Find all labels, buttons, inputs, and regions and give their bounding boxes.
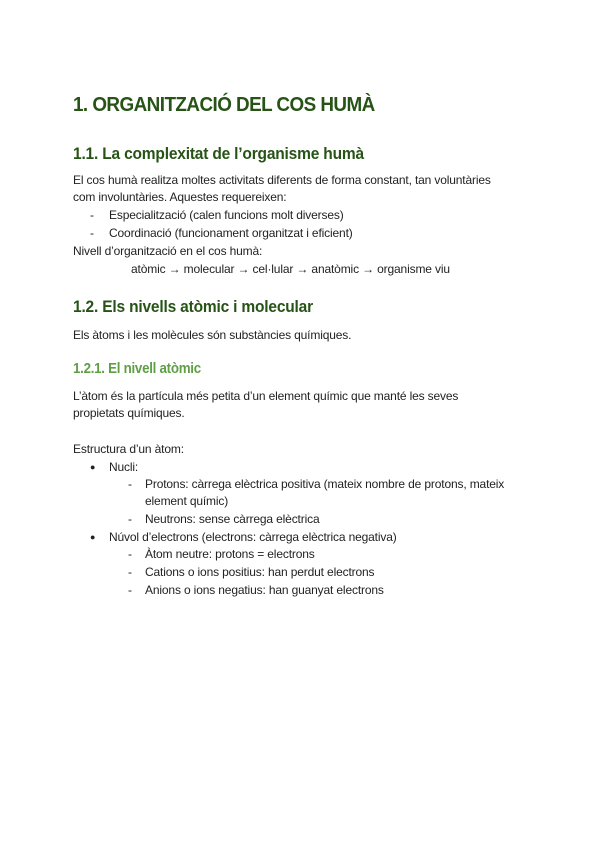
organization-levels-chain: atòmic → molecular → cel·lular → anatòmic → organisme viu	[131, 262, 450, 276]
list-item: Cations o ions positius: han perdut electrons	[145, 565, 375, 579]
list-item: Neutrons: sense càrrega elèctrica	[145, 512, 320, 526]
paragraph-line: Nivell d’organització en el cos humà:	[73, 244, 263, 258]
list-dash: -	[128, 583, 132, 597]
list-bullet: ●	[90, 462, 96, 472]
paragraph-line: propietats químiques.	[73, 406, 185, 420]
list-item: Especialització (calen funcions molt diverses)	[109, 208, 344, 222]
section-heading-1-1: 1.1. La complexitat de l’organisme humà	[73, 145, 364, 163]
list-dash: -	[128, 565, 132, 579]
list-item-continuation: element químic)	[145, 494, 229, 508]
page-title: 1. ORGANITZACIÓ DEL COS HUMÀ	[73, 93, 375, 116]
list-dash: -	[128, 547, 132, 561]
paragraph-line: Els àtoms i les molècules són substàncies químiques.	[73, 328, 352, 342]
list-dash: -	[128, 512, 132, 526]
list-item: Coordinació (funcionament organitzat i eficient)	[109, 226, 353, 240]
list-dash: -	[90, 226, 94, 240]
paragraph-line: L’àtom és la partícula més petita d’un element químic que manté les seves	[73, 389, 459, 403]
paragraph-line: El cos humà realitza moltes activitats diferents de forma constant, tan voluntàries	[73, 173, 491, 187]
paragraph-line: com involuntàries. Aquestes requereixen:	[73, 190, 287, 204]
paragraph-line: Estructura d’un àtom:	[73, 442, 184, 456]
list-dash: -	[90, 208, 94, 222]
section-heading-1-2: 1.2. Els nivells atòmic i molecular	[73, 298, 313, 316]
list-item: Anions o ions negatius: han guanyat electrons	[145, 583, 384, 597]
list-item: Nucli:	[109, 460, 139, 474]
list-dash: -	[128, 477, 132, 491]
list-bullet: ●	[90, 532, 96, 542]
list-item: Protons: càrrega elèctrica positiva (mateix nombre de protons, mateix	[145, 477, 505, 491]
list-item: Núvol d’electrons (electrons: càrrega elèctrica negativa)	[109, 530, 397, 544]
section-heading-1-2-1: 1.2.1. El nivell atòmic	[73, 361, 201, 377]
list-item: Àtom neutre: protons = electrons	[145, 547, 315, 561]
